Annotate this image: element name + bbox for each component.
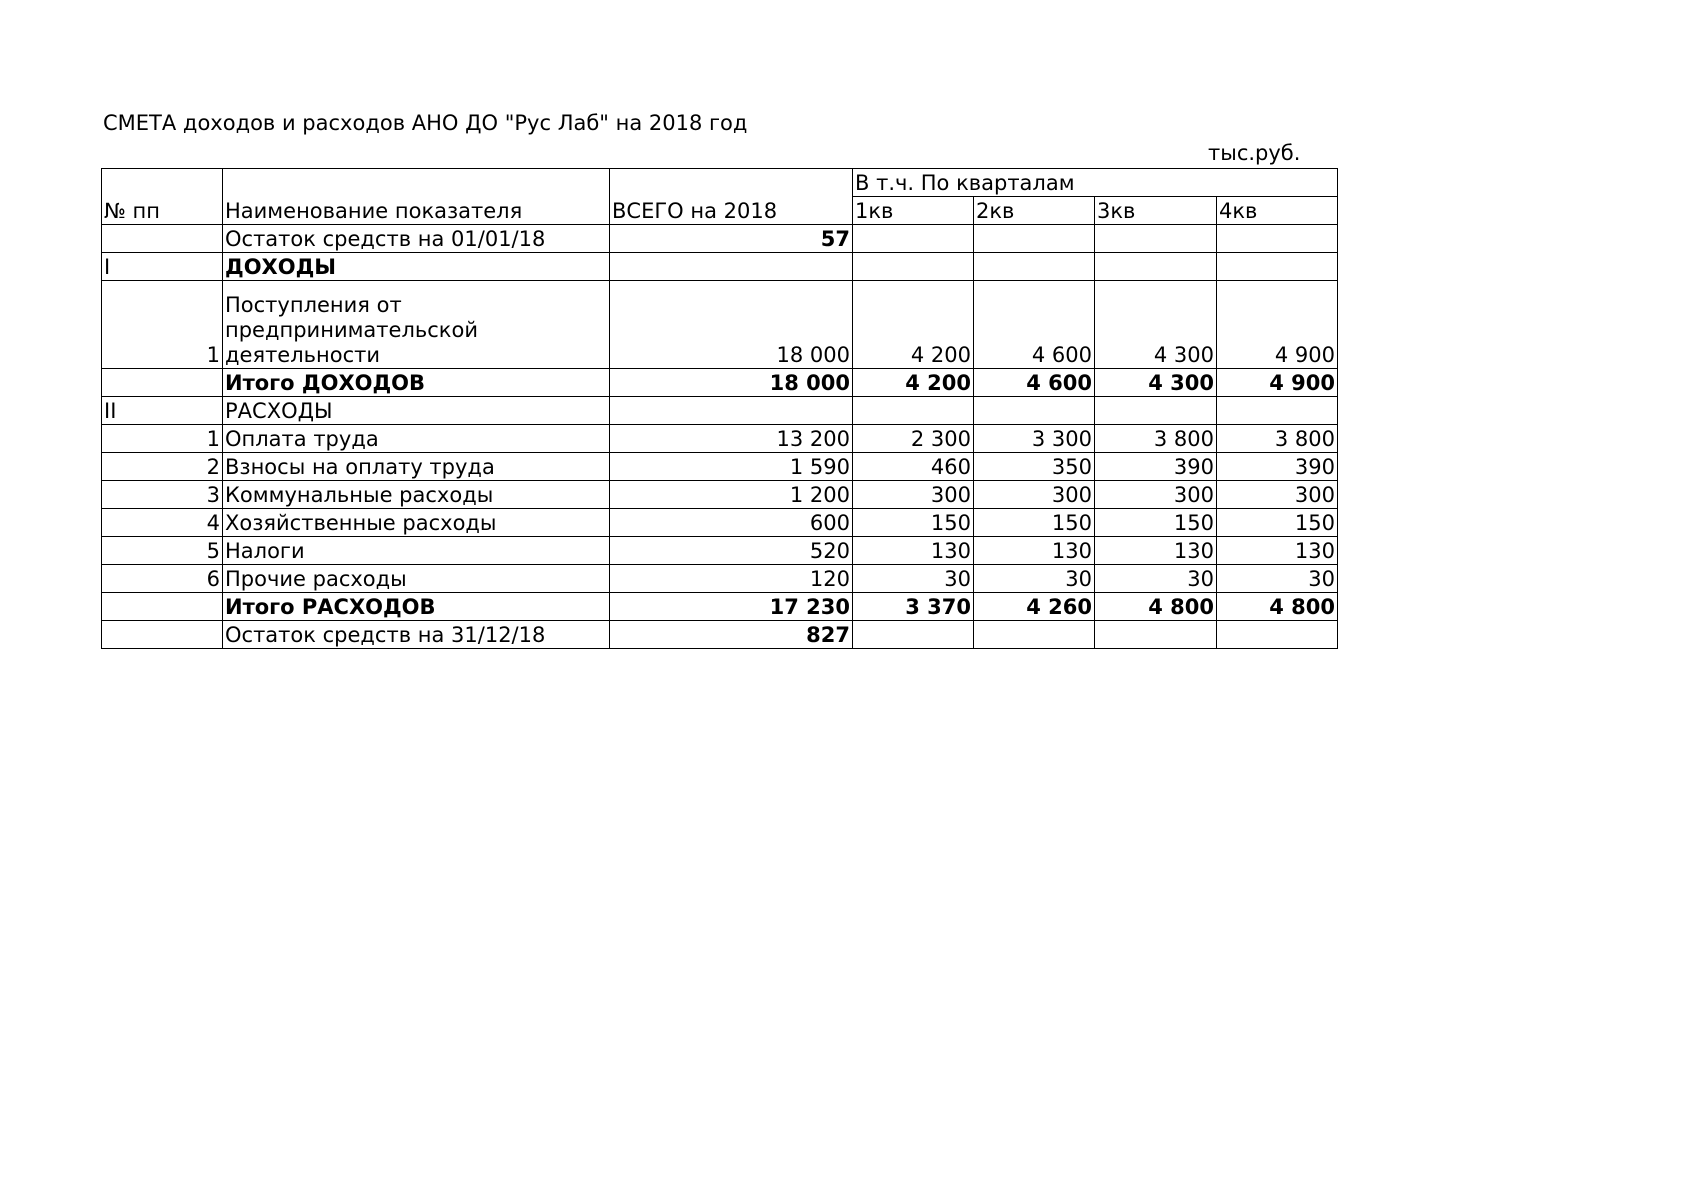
table-row-income-total [102,369,1338,397]
cell-q4: 3 800 [1217,425,1338,453]
table-row-income-section [102,253,1338,281]
cell-q3: 4 300 [1095,369,1217,397]
cell-name: Прочие расходы [223,565,610,593]
cell-q2: 3 300 [974,425,1095,453]
cell-q3 [1095,621,1217,649]
cell-name: Оплата труда [223,425,610,453]
cell-total: 18 000 [610,281,853,369]
cell-total: 600 [610,509,853,537]
cell-q4 [1217,253,1338,281]
cell-q2 [974,621,1095,649]
cell-num: II [102,397,223,425]
document-title: СМЕТА доходов и расходов АНО ДО "Рус Лаб" на 2018 год [103,111,748,135]
cell-total: 17 230 [610,593,853,621]
cell-q3: 4 800 [1095,593,1217,621]
cell-q1 [853,225,974,253]
table-row-opening-balance [102,225,1338,253]
cell-q3 [1095,397,1217,425]
table-row-expense-section [102,397,1338,425]
header-quarters-group: В т.ч. По кварталам [853,169,1338,197]
cell-q3: 30 [1095,565,1217,593]
cell-q3 [1095,225,1217,253]
cell-q1: 3 370 [853,593,974,621]
cell-num: 1 [102,281,223,369]
cell-q2: 130 [974,537,1095,565]
cell-q4: 130 [1217,537,1338,565]
cell-q1: 4 200 [853,281,974,369]
header-total: ВСЕГО на 2018 [610,169,853,225]
cell-num: 2 [102,453,223,481]
table-row-taxes [102,537,1338,565]
table-row-household [102,509,1338,537]
cell-q2 [974,253,1095,281]
cell-q1: 4 200 [853,369,974,397]
cell-num: 3 [102,481,223,509]
table-row-business-income [102,281,1338,369]
cell-name: Остаток средств на 31/12/18 [223,621,610,649]
header-q2: 2кв [974,197,1095,225]
cell-name: Итого ДОХОДОВ [223,369,610,397]
header-row-1 [102,169,1338,197]
cell-name: ДОХОДЫ [223,253,610,281]
cell-q3: 390 [1095,453,1217,481]
cell-q1: 2 300 [853,425,974,453]
table-row-labor-contributions [102,453,1338,481]
cell-total: 57 [610,225,853,253]
cell-q2 [974,225,1095,253]
cell-q2: 350 [974,453,1095,481]
header-name: Наименование показателя [223,169,610,225]
cell-q4: 4 900 [1217,281,1338,369]
cell-total: 1 200 [610,481,853,509]
cell-num [102,369,223,397]
units-label: тыс.руб. [1208,141,1301,165]
cell-q1: 30 [853,565,974,593]
cell-name: Коммунальные расходы [223,481,610,509]
cell-name: РАСХОДЫ [223,397,610,425]
cell-q4 [1217,397,1338,425]
cell-q4: 300 [1217,481,1338,509]
table-row-utilities [102,481,1338,509]
cell-num: 1 [102,425,223,453]
table-row-other-expenses [102,565,1338,593]
budget-table [101,168,1338,649]
cell-q4: 30 [1217,565,1338,593]
cell-q1: 460 [853,453,974,481]
cell-q1 [853,397,974,425]
cell-num [102,621,223,649]
cell-q2: 4 260 [974,593,1095,621]
cell-q1 [853,253,974,281]
cell-total: 827 [610,621,853,649]
cell-total: 1 590 [610,453,853,481]
table-row-closing-balance [102,621,1338,649]
cell-name: Поступления от предпринимательской деятельности [223,281,610,369]
table-row-expense-total [102,593,1338,621]
header-q4: 4кв [1217,197,1338,225]
cell-q3: 3 800 [1095,425,1217,453]
cell-q4: 390 [1217,453,1338,481]
cell-num: I [102,253,223,281]
cell-q2 [974,397,1095,425]
cell-q3: 130 [1095,537,1217,565]
cell-q3: 4 300 [1095,281,1217,369]
cell-num: 5 [102,537,223,565]
cell-q2: 30 [974,565,1095,593]
cell-name: Остаток средств на 01/01/18 [223,225,610,253]
cell-q4: 150 [1217,509,1338,537]
cell-name: Хозяйственные расходы [223,509,610,537]
cell-q3: 300 [1095,481,1217,509]
cell-total [610,253,853,281]
cell-q3 [1095,253,1217,281]
cell-q4: 4 900 [1217,369,1338,397]
cell-total [610,397,853,425]
cell-num [102,225,223,253]
cell-q1 [853,621,974,649]
cell-q4 [1217,225,1338,253]
cell-q1: 300 [853,481,974,509]
cell-total: 18 000 [610,369,853,397]
cell-num: 4 [102,509,223,537]
cell-q4 [1217,621,1338,649]
cell-q2: 300 [974,481,1095,509]
cell-q1: 150 [853,509,974,537]
table-row-labor [102,425,1338,453]
header-q3: 3кв [1095,197,1217,225]
header-q1: 1кв [853,197,974,225]
cell-total: 120 [610,565,853,593]
cell-num: 6 [102,565,223,593]
cell-total: 13 200 [610,425,853,453]
cell-total: 520 [610,537,853,565]
cell-name: Итого РАСХОДОВ [223,593,610,621]
cell-q4: 4 800 [1217,593,1338,621]
cell-q2: 150 [974,509,1095,537]
cell-name: Взносы на оплату труда [223,453,610,481]
cell-name: Налоги [223,537,610,565]
cell-q2: 4 600 [974,281,1095,369]
cell-q2: 4 600 [974,369,1095,397]
cell-q1: 130 [853,537,974,565]
cell-q3: 150 [1095,509,1217,537]
header-num: № пп [102,169,223,225]
cell-num [102,593,223,621]
